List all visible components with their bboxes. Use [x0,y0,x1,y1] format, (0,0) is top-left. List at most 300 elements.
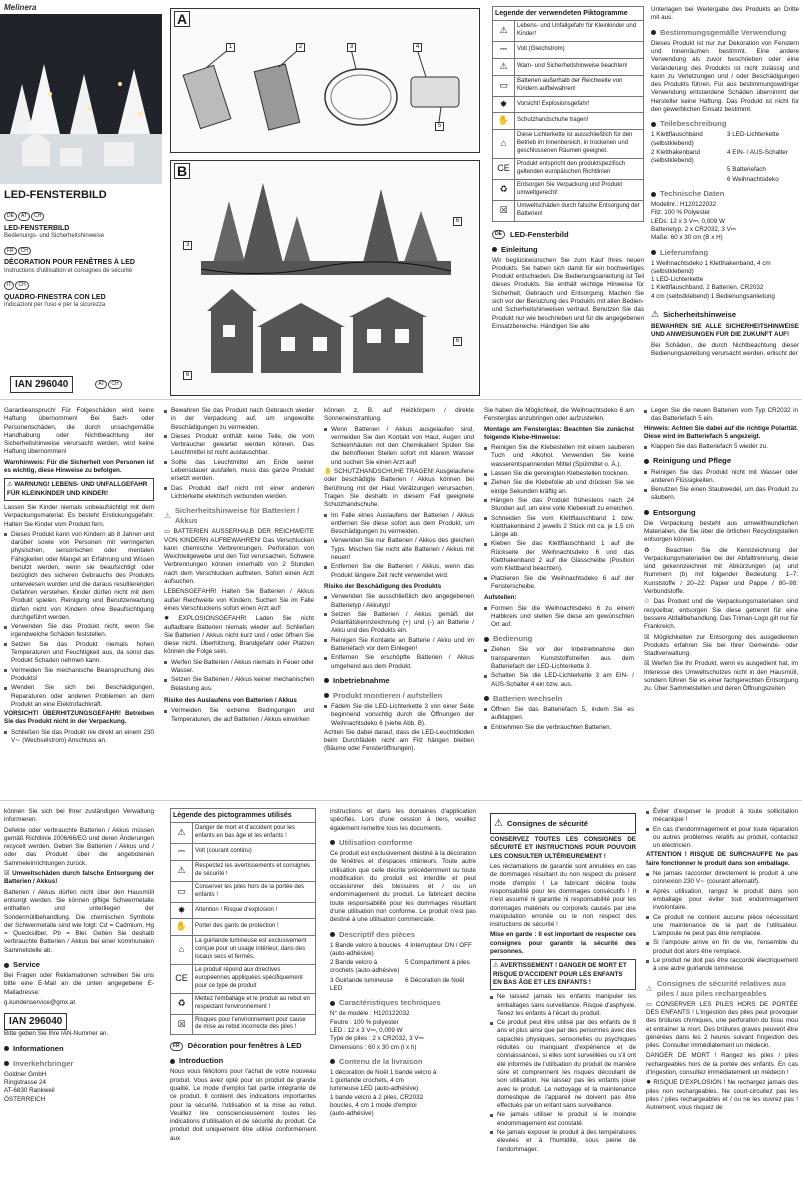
row3-col-1 [4,802,154,1202]
figure-b-callout: 3 [183,241,192,250]
list-item: 1 Klettflauschband (selbstklebend) [651,131,703,147]
list-item: Modellnr.: H120122032 [651,201,717,209]
figure-b-callout: 6 [183,371,192,380]
legend-text: Volt (courant continu) [193,844,316,861]
address-line: Ringstrasse 24 [4,1079,46,1087]
figure-b-callout: 6 [453,337,462,346]
list-item: 1 guirlande crochets, 4 cm [330,1077,404,1085]
paragraph: können z. B. auf Heizkörpern / direkte Sonneneinstrahlung. [324,407,474,423]
heading-text: Sicherheitshinweise für Batterien / Akkus [174,506,300,526]
lang-code: FR [4,247,17,256]
list-item: Ce produit ne contient aucune pièce nécessitant une maintenance de la part de l'utilisateur. L'ampoule ne peut pas être remplacée. [646,914,798,939]
lang-title: LED-FENSTERBILD [4,224,70,232]
heading-text: Teilebeschreibung [660,119,727,129]
list-item: Klappen Sie das Batteriefach 5 wieder zu. [644,443,798,451]
list-item: Batterietyp: 2 x CR2032, 3 V⎓ [651,225,736,233]
row3-col-4 [490,802,636,1202]
lang-code: AT [18,212,30,221]
bullet-icon [651,122,656,127]
list-item: Ziehen Sie die Klebefolie ab und drücken Sie sie einige Sekunden kräftig an. [484,479,634,496]
list-item: 1 Klettflauschband, 2 Batterien, CR2032 [651,284,764,292]
legend-row [493,96,644,113]
section-heading [4,960,154,970]
heading-text: Technische Daten [660,189,725,199]
warning-icon: ⚠ [494,818,503,829]
paragraph: ATTENTION ! RISQUE DE SURCHAUFFE Ne pas faire fonctionner le produit dans son emballage. [646,851,798,867]
list-item: N° de modèle : H120122032 [330,1010,410,1018]
section-heading [330,998,476,1008]
bullet-icon [330,1059,335,1064]
paragraph: Lassen Sie Kinder niemals unbeaufsichtigt mit dem Verpackungsmaterial. Es besteht Erstickungsgefahr. Halten Sie Kinder vom Produkt fern. [4,503,154,528]
house-icon: ⌂ [171,936,193,965]
legend-text: Conserver les piles hors de la portée des enfants ! [193,881,316,902]
row2-col-2 [164,401,314,801]
legend-text: Vorsicht! Explosionsgefahr! [515,96,644,113]
list-item: Ne jamais utiliser le produit si le moindre endommagement est constaté. [490,1111,636,1128]
bullet-icon [4,963,9,968]
house-icon: ⌂ [493,130,515,159]
paragraph: Bitte geben Sie Ihre IAN-Nummer an. [4,1030,109,1038]
legend-text: Le produit répond aux directives européennes appliquées spécifiquement pour ce type de produit [193,965,316,994]
section-heading [324,691,474,701]
legend-row [171,1014,316,1035]
section-heading [164,506,314,526]
list-item: Schalten Sie die LED-Lichterkette 3 am EIN- / AUS-Schalter 4 ein bzw. aus. [484,672,634,689]
warning-icon: ⚠ [171,860,193,881]
heading-text: Reinigung und Pflege [653,456,732,466]
heading-text: Lieferumfang [660,247,709,257]
heading-text: Caractéristiques techniques [339,998,441,1008]
paragraph: Les réclamations de garantie sont annulées en cas de dommages résultant du non respect du présent mode d'emploi ! Le fabricant décline toute responsabilité pour les dommages consécutifs ! Il n'est assumé ni garantie ni responsabilité pour les dommages matériels ou corporels causés par une manipulation erronée ou le non respect des instructions de sécurité ! [490,863,636,929]
list-item: 4 EIN- / AUS-Schalter [727,148,788,156]
list-item: Schließen Sie das Produkt nie direkt an einem 230 V∼ (Wechselstrom) Anschluss an. [4,729,154,746]
list-item: 1 bande velcro à 2 piles, CR2032 [330,1093,424,1101]
legend-row [171,881,316,902]
legend-row [493,75,644,96]
lang-sub: Indicazioni per l'uso e per la sicurezza [4,302,106,309]
paragraph: BEWAHREN SIE ALLE SICHERHEITSHINWEISE UND ANWEISUNGEN FÜR DIE ZUKUNFT AUF! [651,322,799,339]
lang-title: QUADRO-FINESTRA CON LED [4,294,106,302]
battery-icon: ▭ [493,75,515,96]
paragraph [644,547,798,597]
list-item: Formen Sie die Weihnachtsdeko 6 zu einem Halbkreis und stellen Sie diese am gewünschten Ort auf. [484,605,634,630]
heading-text: Sicherheitshinweise [663,310,737,319]
section-heading [646,979,798,999]
pictogram-legend [170,808,316,1035]
legend-text: Batterien außerhalb der Reichweite von Kindern aufbewahren! [515,75,644,96]
lang-code: CH [18,247,31,256]
figure-a-label: A [174,11,190,27]
bullet-icon [324,693,329,698]
dc-volt-icon: ⎓ [171,844,193,861]
explosion-icon: ✸ [646,1079,654,1087]
brand-logo: Melinera [4,3,37,12]
list-item: Kleben Sie das Klettflauschband 1 auf die Rückseite der Weihnachtsdeko 6 und das Kletthakenband 2 auf die Glasscheibe (Position vom Klettband beachten). [484,540,634,573]
legend-row [493,159,644,180]
figure-a-callout: 5 [435,122,444,131]
gloves-icon: ✋ [171,919,193,936]
figure-a-callout: 3 [347,43,356,52]
paragraph [646,1001,798,1051]
list-item: Lassen Sie die gereinigten Klebestellen trocknen. [484,470,634,478]
child-warning-icon: ⚠ [171,823,193,844]
explosion-icon: ✸ [164,615,179,623]
paragraph-text: Beachten Sie die Kennzeichnung der Verpackungsmaterialien bei der Abfalltrennung, diese sind gekennzeichnet mit Abkürzungen (a) und Nummern (b) mit folgender Bedeutung: 1–7: Kunststoffe / 20–22: Papier und Pappe / 80–98: Verbundstoffe. [644,546,798,596]
paragraph: Risiko des Auslaufens von Batterien / Akkus [164,696,297,704]
section-heading [492,230,644,240]
section-heading [330,930,476,940]
heading-text: Informationen [13,1043,64,1053]
list-item: boucles, 4 cm 1 mode d'emploi [330,1102,417,1110]
country-code: AT [95,380,107,389]
legend-text: Diese Lichterkette ist ausschließlich für den Betrieb im Innenbereich, in trockenen und geschlossenen Räumen geeignet. [515,130,644,159]
list-item: 4 Interrupteur ON / OFF [405,941,472,949]
paragraph [646,1079,798,1112]
list-item: Si l'ampoule arrive en fin de vie, l'ensemble du produit doit alors être remplacé. [646,939,798,956]
lang-code: DE [4,212,17,221]
ian-number: IAN 296040 [4,1013,67,1030]
paragraph: Wir beglückwünschen Sie zum Kauf Ihres neuen Produkts. Sie haben sich damit für ein hochwertiges Produkt entschieden. Die Bedienungsanleitung ist Teil dieses Produkts. Sie enthält wichtige Hinweise für Sicherheit, Gebrauch und Entsorgung. Machen Sie sich vor der Benutzung des Produkts mit allen Bedien- und Sicherheitshinweisen vertraut. Benutzen Sie das Produkt nur wie beschrieben und für die angegebenen Einsatzbereiche. Händigen Sie alle [492,256,644,330]
list-item: Das Produkt darf nicht mit einer anderen Lichterkette elektrisch verbunden werden. [164,485,314,502]
child-warning-icon: ⚠ [493,962,501,970]
bin-icon: ☒ [171,1014,193,1035]
heading-text: Service [13,960,41,970]
list-item: En cas d'endommagement et pour toute réparation ou autres problèmes relatifs au produit, contactez un électricien. [646,826,798,851]
heading-text: LED-Fensterbild [509,229,569,239]
list-item: Fädeln Sie die LED-Lichterkette 3 von einer Seite beginnend vorsichtig durch die Öffnungen der Weihnachtsdeko 6 (siehe Abb. B). [324,703,474,728]
cover-photo [0,14,162,184]
list-item: Setzen Sie Batterien / Akkus keiner mechanischen Belastung aus. [164,676,314,693]
paragraph [644,660,798,693]
list-item: 3 LED-Lichterkette [727,131,780,139]
paragraph: Defekte oder verbrauchte Batterien / Akkus müssen gemäß Richtlinie 2006/66/EG und deren Änderungen recycelt werden. Geben Sie Batterien / Akkus und / oder das Produkt über die angebotenen Sammeleinrichtungen zurück. [4,826,154,867]
warning-icon: ⚠ [651,309,660,320]
warning-icon: ⚠ [164,511,171,521]
bin-icon: ☒ [644,660,652,668]
bin-icon: ☒ [493,200,515,221]
bullet-icon [4,1046,9,1051]
bullet-icon [644,510,649,515]
triman-icon: ♲ [644,598,654,606]
list-item: lumineuse LED (auto-adhésive) [330,1085,419,1093]
list-item: Reinigen Sie die Klebestellen mit einem sauberen Tuch und Alkohol. Verwenden Sie keine wasserentspannenden Mittel (Spülmittel o. Ä.). [484,444,634,469]
section-heading [651,28,799,38]
list-item: Sollte das Leuchtmittel am Ende seiner Lebensdauer ausfallen, muss das ganze Produkt ersetzt werden. [164,459,314,484]
section-heading [484,694,634,704]
country-code: CH [108,380,121,389]
email-link[interactable]: g.kundenservice@gmx.at [4,998,76,1006]
address-line: AT-6830 Rankweil [4,1087,55,1095]
ce-icon: CE [493,159,515,180]
list-item: Bewahren Sie das Produkt nach Gebrauch wieder in der Verpackung auf, um ungewollte Beschädigungen zu vermeiden. [164,407,314,432]
gloves-icon: ✋ [324,468,335,476]
heading-text: Inbetriebnahme [333,675,390,685]
legend-text: Lebens- und Unfallgefahr für Kleinkinder und Kinder! [515,21,644,42]
figure-a [170,8,480,153]
bullet-icon [330,840,335,845]
list-item: Wenden Sie sich bei Beschädigungen, Reparaturen oder anderen Problemen an dem Produkt an eine Elektrofachkraft. [4,684,154,709]
section-heading [644,508,798,518]
section-heading [170,1056,316,1066]
paragraph: VORSICHT! ÜBERHITZUNGSGEFAHR! Betreiben Sie das Produkt nicht in der Verpackung. [4,710,154,726]
list-item: Platzieren Sie die Weihnachtsdeko 6 auf der Fensterscheibe. [484,575,634,592]
row2-col-5 [644,401,798,801]
bullet-icon [644,459,649,464]
list-item: Ne jamais raccorder directement le produit à une connexion 230 V∼ (courant alternatif). [646,870,798,887]
list-item: Feutre : 100 % polyester [330,1018,399,1026]
parts-list [330,942,476,994]
paragraph: instructions et dans les domaines d'application spécifiés. Lors d'une cession à tiers, veuillez également remettre tous les documents. [330,808,476,832]
child-warning-icon: ⚠ [7,481,15,489]
paragraph-text: Das Produkt und die Verpackungsmaterialien sind recycelbar, entsorgen Sie diese getrennt für eine bessere Abfallbehandlung. Das Triman-Logo gilt nur für Frankreich. [644,598,798,631]
paragraph-text: SCHUTZHANDSCHUHE TRAGEN! Ausgelaufene oder beschädigte Batterien / Akkus können bei Berührung mit der Haut Verätzungen verursachen. Tragen Sie deshalb in diesem Fall geeignete Schutzhandschuhe. [324,468,474,509]
list-item: Entnehmen Sie die verbrauchten Batterien. [484,724,634,732]
list-item: Verwenden Sie das Produkt nicht, wenn Sie irgendwelche Schäden feststellen. [4,623,154,640]
paragraph: Risiko der Beschädigung des Produkts [324,582,442,590]
section-heading [651,189,799,199]
legend-text: Porter des gants de protection ! [193,919,316,936]
figures-panel [170,0,482,400]
paragraph: Bei Fragen oder Reklamationen schreiben Sie uns bitte eine E-Mail an die unten angegebene E-Mailadresse: [4,972,154,996]
figure-a-callout: 2 [296,43,305,52]
recycle-icon: ♻ [644,546,666,554]
bullet-icon [170,1059,175,1064]
section-heading [4,1044,154,1054]
list-item: 5 Batteriefach [727,166,766,174]
paragraph: Die Verpackung besteht aus umweltfreundlichen Materialien, die Sie über die örtlichen Recyclingstellen entsorgen können. [644,519,798,544]
list-item: Filz: 100 % Polyester [651,209,711,217]
legend-title: Legende der verwendeten Piktogramme [493,7,644,21]
legend-row [493,200,644,221]
paragraph: können Sie sich bei Ihrer zuständigen Verwaltung informieren. [4,808,154,824]
paragraph-text: CONSERVER LES PILES HORS DE PORTÉE DES ENFANTS ! L'ingestion des piles peut provoquer des brûlures chimiques, une perforation du tissu mou et entraîner la mort. Des brûlures graves peuvent être générées dans les 2 heures suivant l'ingestion des piles. Consulter immédiatement un médecin. [646,1000,798,1050]
ce-icon: CE [171,965,193,994]
list-item: Dieses Produkt kann von Kindern ab 8 Jahren und darüber sowie von Personen mit verringerten physischen, sensorischen oder mentalen Fähigkeiten oder Mangel an Erfahrung und Wissen benutzt werden, wenn sie beaufsichtigt oder bezüglich des sicheren Gebrauchs des Produkts unterwiesen wurden und die daraus resultierenden Gefahren verstehen. Kinder dürfen nicht mit dem Produkt spielen. Reinigung und Benutzerwartung dürfen nicht von Kindern ohne Beaufsichtigung durchgeführt werden. [4,531,154,622]
bullet-icon [324,678,329,683]
list-item: Ne jamais exposer le produit à des températures élevées et à l'humidité, sous peine de l'endommager. [490,1129,636,1154]
bullet-icon [492,247,497,252]
section-heading [651,248,799,258]
section-heading [170,1041,316,1051]
battery-icon: ▭ [164,528,174,536]
paragraph: Unterlagen bei Weitergabe des Produkts an Dritte mit aus. [651,6,799,22]
bullet-icon [651,30,656,35]
paragraph-text: Möglichkeiten zur Entsorgung des ausgedienten Produkts erfahren Sie bei Ihrer Gemeinde- oder Stadtverwaltung. [644,633,798,658]
paragraph [164,528,314,586]
list-item: Setzen Sie das Produkt niemals hohen Temperaturen und Feuchtigkeit aus, da sonst das Produkt Schaden nehmen kann. [4,641,154,666]
list-item: Le produit ne doit pas être raccordé électriquement à une autre guirlande lumineuse. [646,957,798,974]
paragraph: Batterien / Akkus dürfen nicht über den Hausmüll entsorgt werden. Sie können giftige Schwermetalle enthalten und unterliegen der Sondermüllbehandlung. Die chemischen Symbole der Schwermetalle sind wie folgt: Cd = Cadmium, Hg = Quecksilber, Pb = Blei. Geben Sie deshalb verbrauchte Batterien / Akkus bei einer kommunalen Sammelstelle ab. [4,888,154,954]
list-item: LEDs: 12 x 3 V⎓, 0,009 W [651,217,725,225]
heading-text: Consignes de sécurité [506,818,588,828]
row3-col-5 [646,802,798,1202]
de-right-column [651,0,799,400]
list-item [651,176,723,184]
legend-row [493,113,644,130]
figure-a-callout: 1 [226,43,235,52]
list-item: 1 décoration de Noël 1 bande velcro à [330,1068,437,1076]
address-line: Goldner GmbH [4,1070,47,1078]
list-item: Entfernen Sie erschöpfte Batterien / Akkus umgehend aus dem Produkt. [324,654,474,671]
list-item: Dimensions : 60 x 30 cm (l x h) [330,1043,417,1051]
explosion-icon: ✸ [171,902,193,919]
paragraph [164,615,314,656]
lang-de [4,212,159,241]
bullet-icon [651,192,656,197]
lang-code: IT [4,281,14,290]
legend-text: Entsorgen Sie Verpackung und Produkt umweltgerecht! [515,179,644,200]
row2-col-4 [484,401,634,801]
list-item: Dieses Produkt enthält keine Teile, die vom Verbraucher gewartet werden können. Das Leuchtmittel ist nicht austauschbar. [164,433,314,458]
list-item: (auto-adhésive) [330,1110,374,1118]
section-heading [4,1059,154,1069]
list-item: Öffnen Sie das Batteriefach 5, indem Sie es aufklappen. [484,706,634,723]
paragraph [644,634,798,659]
paragraph-text: RISQUE D'EXPLOSION ! Ne rechargez jamais des piles non rechargeables. Ne court-circuitez pas les piles / piles rechargeables et / ou ne les ouvrez pas ! Autrement, vous risquez de [646,1079,798,1112]
row3-col-2 [170,802,316,1202]
parts-list [651,131,799,184]
battery-icon: ▭ [646,1000,656,1008]
list-item: Vermeiden Sie mechanische Beanspruchung des Produkts! [4,667,154,684]
list-item [651,166,723,174]
row3-col-3 [330,802,476,1202]
legend-text: Warn- und Sicherheitshinweise beachten! [515,58,644,75]
list-item: Verwenden Sie nur Batterien / Akkus des gleichen Typs. Mischen Sie nicht alte Batterien / Akkus mit neuen! [324,537,474,562]
list-item: Maße: 60 x 30 cm (B x H) [651,234,723,242]
bin-icon: ☒ [644,633,654,641]
heading-text: Inverkehrbringer [13,1058,74,1068]
legend-text: Respectez les avertissements et consignes de sécurité ! [193,860,316,881]
legend-text: La guirlande lumineuse est exclusivement conçue pour un usage intérieur, dans des locaux secs et fermés. [193,936,316,965]
heading-text: Batterien wechseln [493,693,563,703]
warning-text: WARNUNG! LEBENS- UND UNFALLGEFAHR FÜR KLEINKINDER UND KINDER! [7,481,148,497]
paragraph: Warnhinweis: Für die Sicherheit von Personen ist es wichtig, diese Hinweise zu befolgen. [4,458,154,475]
warning-box [490,959,636,990]
paragraph-text: Umweltschäden durch falsche Entsorgung der Batterien / Akkus! [4,870,154,886]
list-item: Werfen Sie Batterien / Akkus niemals in Feuer oder Wasser. [164,659,314,676]
ian-number: IAN 296040 [10,376,73,393]
list-item: Verwenden Sie ausschließlich den angegebenen Batterietyp / Akkutyp! [324,593,474,610]
lang-sub: Instructions d'utilisation et consignes de sécurité [4,267,133,274]
heading-text: Einleitung [501,244,538,254]
battery-icon: ▭ [171,881,193,902]
list-item: 4 cm (selbstklebend) 1 Bedienungsanleitung [651,292,775,300]
bullet-icon [330,1001,335,1006]
list-item: Ziehen Sie vor der Inbetriebnahme den transparenten Kunststoffstreifen aus dem Batteriefach der LED-Lichterkette 3. [484,646,634,671]
warning-icon: ⚠ [646,983,653,993]
paragraph: CONSERVEZ TOUTES LES CONSIGNES DE SÉCURITÉ ET INSTRUCTIONS POUR POUVOIR LES CONSULTER ULTÉRIEUREMENT ! [490,836,636,860]
list-item: Entfernen Sie die Batterien / Akkus, wenn das Produkt längere Zeit nicht verwendet wird. [324,563,474,580]
legend-text: Attention ! Risque d'explosion ! [193,902,316,919]
lang-it [4,281,159,310]
paragraph [324,468,474,509]
list-item: Éviter d'exposer le produit à toute sollicitation mécanique ! [646,808,798,825]
heading-text: Entsorgung [653,507,696,517]
section-heading [490,813,636,834]
page-row-3 [0,802,802,1204]
heading-text: Contenu de la livraison [339,1056,423,1066]
paragraph: LEBENSGEFAHR! Halten Sie Batterien / Akkus außer Reichweite von Kindern. Suchen Sie im Falle eines Verschluckens sofort einen Arzt auf! [164,588,314,612]
legend-de-column [492,0,644,400]
legend-text: Danger de mort et d'accident pour les enfants en bas âge et les enfants ! [193,823,316,844]
dc-volt-icon: ⎓ [493,42,515,59]
lang-title: DÉCORATION POUR FENÊTRES À LED [4,259,135,267]
paragraph [4,870,154,887]
section-heading [492,245,644,255]
figure-b [170,160,480,396]
section-heading [644,456,798,466]
list-item: Ce produit peut être utilisé par des enfants de 8 ans et plus ainsi que par des personnes avec des capacités physiques, sensorielles ou psychiques réduites ou manquant d'expérience et de connaissances, si elles sont surveillées ou s'il ont été informés de l'utilisation du produit de manière sûre et comprennent les risques découlant de son utilisation. Ne laissez pas les enfants jouer avec le produit. Le nettoyage et la maintenance domestique de l'appareil ne doivent pas être effectués par un enfant sans surveillance. [490,1019,636,1110]
section-heading [324,676,474,686]
list-item: Ne laissez jamais les enfants manipuler les emballages sans surveillance. Risque d'asphyxie. Tenez les enfants à l'écart du produit. [490,993,636,1018]
lang-fr [4,247,159,276]
legend-row [493,21,644,42]
lang-code: DE [492,230,505,239]
heading-text: Introduction [179,1056,224,1066]
heading-text: Descriptif des pièces [339,929,415,939]
child-warning-icon: ⚠ [493,21,515,42]
section-heading [651,309,799,321]
paragraph: Aufstellen: [484,594,517,602]
legend-text: Umweltschäden durch falsche Entsorgung der Batterien! [515,200,644,221]
legend-row [493,179,644,200]
paragraph: Garantieanspruch! Für Folgeschäden wird keine Haftung übernommen! Bei Sach- oder Personenschäden, die durch unsachgemäße Handhabung oder Nichtbeachtung der Sicherheitshinweise verursacht werden, wird keine Haftung übernommen! [4,407,154,456]
cover-ian-row [10,376,123,393]
paragraph-text: EXPLOSIONSGEFAHR! Laden Sie nicht aufladbare Batterien niemals wieder auf. Schließen Sie Batterien / Akkus nicht kurz und / oder öffnen Sie diese nicht. Überhitzung, Brandgefahr oder Platzen können die Folge sein. [164,615,314,656]
warning-icon: ⚠ [493,58,515,75]
legend-row [493,58,644,75]
legend-row [171,902,316,919]
legend-text: Mettez l'emballage et le produit au rebut en respectant l'environnement ! [193,993,316,1014]
list-item: Benutzen Sie einen Staubwedel, um das Produkt zu säubern. [644,486,798,503]
legend-row [171,860,316,881]
legend-row [171,965,316,994]
warning-box [4,478,154,501]
pictogram-legend [492,6,644,222]
cover-title: LED-FENSTERBILD [4,189,107,201]
figure-a-drawing [171,9,481,154]
paragraph: Hinweis: Achten Sie dabei auf die richtige Polarität. Diese wird im Batteriefach 5 angezeigt. [644,424,798,440]
cover-language-list [4,212,159,310]
list-item: Legen Sie die neuen Batterien vom Typ CR2032 in das Batteriefach 5 ein. [644,407,798,424]
list-item: 6 Weihnachtsdeko [727,175,779,183]
gloves-icon: ✋ [493,113,515,130]
bin-icon: ☒ [4,870,13,878]
list-item: 1 Weihnachtsdeko 1 Kletthakenband, 4 cm (selbstklebend) [651,259,771,275]
recycle-icon: ♻ [493,179,515,200]
page-row-1 [0,0,802,400]
paragraph: Sie haben die Möglichkeit, die Weihnachtsdeko 6 am Fensterglas anzubringen oder aufzustellen. [484,407,634,423]
warning-text: AVERTISSEMENT ! DANGER DE MORT ET RISQUE D'ACCIDENT POUR LES ENFANTS EN BAS ÂGE ET LES ENFANTS ! [493,962,627,986]
figure-a-callout: 4 [413,43,422,52]
section-heading [484,634,634,644]
paragraph: Dieses Produkt ist nur zur Dekoration von Fenstern und Innenräumen bestimmt. Eine andere Verwendung als zuvor beschrieben oder eine Veränderung des Produkts ist nicht zulässig und kann zu Verletzungen und / oder Beschädigungen des Produkts führen. Für aus bestimmungswidriger Verwendung entstandene Schäden übernimmt der Hersteller keine Haftung. Das Produkt ist nicht für den gewerblichen Einsatz bestimmt. [651,39,799,113]
list-item: Wenn Batterien / Akkus ausgelaufen sind, vermeiden Sie den Kontakt von Haut, Augen und Schleimhäuten mit den Chemikalien! Spülen Sie die betroffenen Stellen sofort mit klarem Wasser und suchen Sie einen Arzt auf! [324,426,474,467]
list-item: 1 Bande velcro à boucles (auto-adhésive) [330,941,401,957]
list-item: Hängen Sie das Produkt frühestens nach 24 Stunden auf, um eine volle Klebekraft zu erreichen. [484,497,634,514]
legend-row [493,42,644,59]
recycle-icon: ♻ [171,993,193,1014]
address-line: ÖSTERREICH [4,1095,46,1103]
figure-b-drawing [171,161,481,397]
paragraph: DANGER DE MORT ! Rangez les piles / piles rechargeables hors de la portée des enfants. En cas d'ingestion, consultez immédiatement un médecin ! [646,1052,798,1077]
row2-col-1 [4,401,154,801]
lang-code: FR [170,1042,183,1051]
list-item: Reinigen Sie Kontakte an Batterie / Akku und im Batteriefach vor dem Einlegen! [324,637,474,654]
list-item: Setzen Sie Batterien / Akkus gemäß der Polaritätskennzeichnung (+) und (-) an Batterie / Akku und des Produkts ein. [324,611,474,636]
list-item: 3 Guirlande lumineuse LED [330,976,394,993]
list-item: Schneiden Sie vom Klettflauschband 1 bzw. Kletthakenband 2 jeweils 2 Stück mit ca. je 1,5 cm Länge ab. [484,515,634,540]
